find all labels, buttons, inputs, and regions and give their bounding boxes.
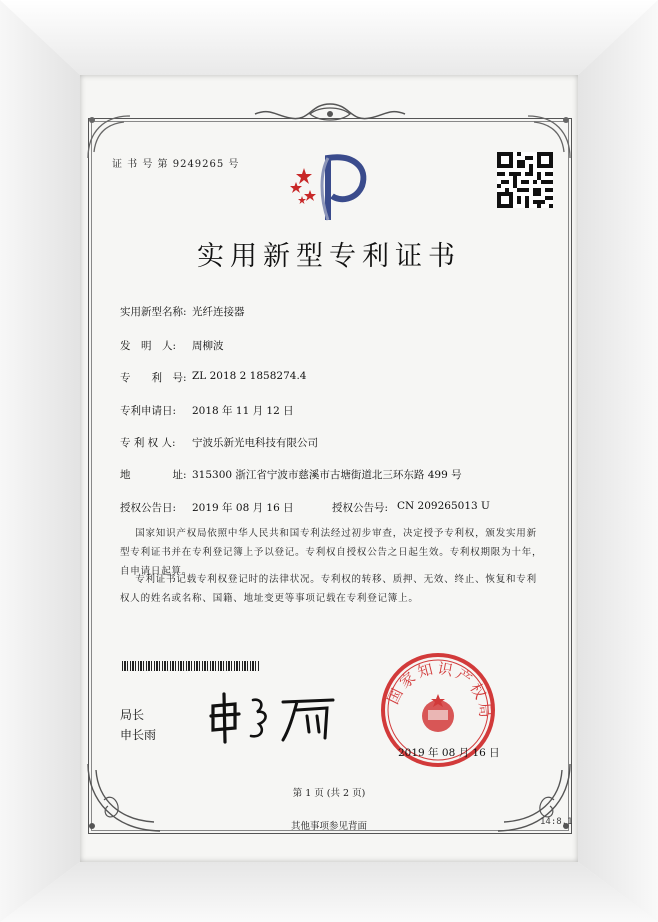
seal-date: 2019 年 08 月 16 日 bbox=[398, 747, 500, 759]
barcode bbox=[122, 661, 260, 671]
field-value: 315300 浙江省宁波市慈溪市古塘街道北三环东路 499 号 bbox=[192, 469, 462, 481]
director-title: 局长 bbox=[120, 708, 145, 722]
grant-number-label: 授权公告号: bbox=[332, 502, 389, 514]
corner-handwriting: 14:8.1 bbox=[540, 817, 573, 827]
frame-bottom-bevel bbox=[0, 862, 658, 922]
back-page-note: 其他事项参见背面 bbox=[290, 821, 367, 832]
frame-right-bevel bbox=[578, 0, 658, 922]
grant-number-value: CN 209265013 U bbox=[397, 500, 490, 512]
field-value: 宁波乐新光电科技有限公司 bbox=[192, 437, 318, 449]
frame-left-bevel bbox=[0, 0, 80, 922]
qr-code bbox=[497, 152, 553, 208]
field-value: 2018 年 11 月 12 日 bbox=[192, 405, 294, 417]
field-value: ZL 2018 2 1858274.4 bbox=[192, 370, 307, 382]
grant-statement-paragraph: 国家知识产权局依照中华人民共和国专利法经过初步审查，决定授予专利权，颁发实用新型专利证书并在专利登记簿上予以登记。专利权自授权公告之日起生效。专利权期限为十年，自申请日起算。 bbox=[120, 528, 543, 577]
director-signature bbox=[205, 686, 345, 746]
field-label: 实用新型名称: bbox=[120, 306, 187, 318]
field-label: 专 利 权 人: bbox=[120, 437, 176, 449]
legal-status-paragraph: 专利证书记载专利权登记时的法律状况。专利权的转移、质押、无效、终止、恢复和专利权人的姓名或名称、国籍、地址变更等事项记载在专利登记簿上。 bbox=[120, 574, 537, 604]
svg-text:国家知识产权局: 国家知识产权局 bbox=[383, 659, 495, 722]
field-label: 专 利 号: bbox=[120, 372, 187, 384]
patent-office-logo bbox=[284, 148, 374, 226]
certificate-number: 证 书 号 第 9249265 号 bbox=[112, 159, 240, 170]
field-value: 周柳波 bbox=[192, 340, 224, 352]
frame-top-bevel bbox=[0, 0, 658, 75]
field-label: 发 明 人: bbox=[120, 340, 177, 352]
field-label: 地 址: bbox=[120, 469, 187, 481]
grant-date-label: 授权公告日: bbox=[120, 502, 177, 514]
field-value: 光纤连接器 bbox=[192, 306, 245, 318]
top-ornament bbox=[250, 100, 410, 128]
grant-date-value: 2019 年 08 月 16 日 bbox=[192, 502, 294, 514]
director-name: 申长雨 bbox=[120, 728, 157, 742]
field-label: 专利申请日: bbox=[120, 405, 177, 417]
certificate-title: 实用新型专利证书 bbox=[197, 241, 461, 272]
page-number: 第 1 页 (共 2 页) bbox=[292, 788, 366, 799]
